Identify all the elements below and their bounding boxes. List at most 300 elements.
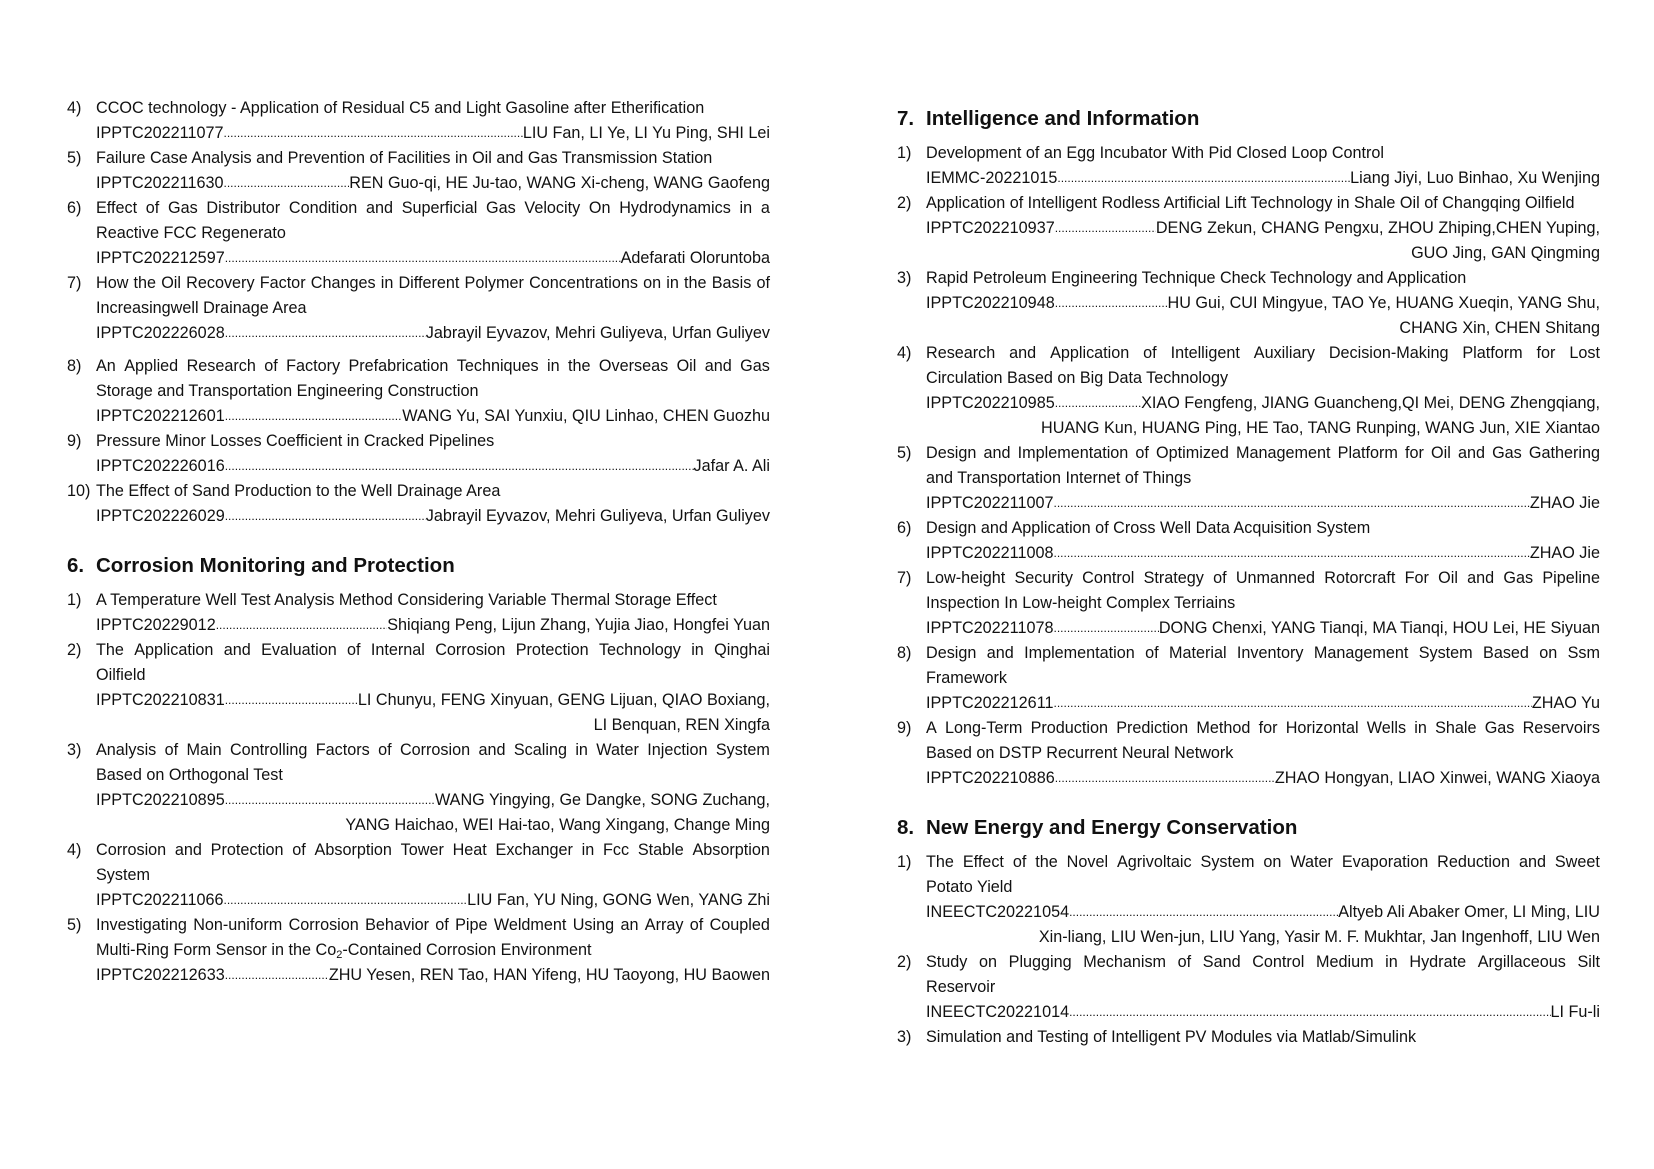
authors: XIAO Fengfeng, JIANG Guancheng,QI Mei, DENG Zhengqiang, bbox=[1141, 394, 1600, 412]
title-word: the bbox=[1035, 853, 1058, 871]
title-word: an bbox=[620, 916, 639, 934]
title-word: Platform bbox=[1337, 444, 1398, 462]
list-item bbox=[897, 641, 1600, 716]
title-word: Design bbox=[926, 444, 977, 462]
title-word: Array bbox=[644, 916, 684, 934]
authors: ZHAO Yu bbox=[1531, 694, 1600, 712]
title-word: Scaling bbox=[513, 741, 567, 759]
title-word: Oil bbox=[676, 357, 697, 375]
title-word: Method bbox=[1196, 719, 1251, 737]
title-word: Medium bbox=[1315, 953, 1374, 971]
reference-line bbox=[926, 291, 1600, 316]
title-word: Overseas bbox=[598, 357, 669, 375]
title-word: Factor bbox=[259, 274, 306, 292]
title-word: Polymer bbox=[464, 274, 524, 292]
entry-number: 7) bbox=[67, 274, 82, 292]
title-word: Condition bbox=[288, 199, 358, 217]
paper-code: INEECTC20221054 bbox=[926, 903, 1070, 921]
title-word: of bbox=[1012, 853, 1027, 871]
leader-dots bbox=[225, 511, 426, 521]
entry-body bbox=[96, 96, 770, 146]
entry-number: 1) bbox=[897, 853, 912, 871]
title-word: Different bbox=[398, 274, 460, 292]
authors-continued: GUO Jing, GAN Qingming bbox=[1411, 244, 1600, 262]
list-item bbox=[67, 738, 770, 838]
title-word: Main bbox=[186, 741, 222, 759]
title-word: For bbox=[1404, 569, 1429, 587]
title-word: Weldment bbox=[493, 916, 567, 934]
entry-number: 7) bbox=[897, 569, 912, 587]
entry-title: Oilfield bbox=[96, 666, 146, 684]
entry-title bbox=[926, 566, 1600, 591]
leader-dots bbox=[225, 795, 435, 805]
title-word: Corrosion bbox=[288, 916, 359, 934]
entry-number: 4) bbox=[67, 841, 82, 859]
entry-number: 2) bbox=[67, 641, 82, 659]
title-word: Changes bbox=[310, 274, 376, 292]
title-word: Prefabrication bbox=[348, 357, 449, 375]
title-word: Oil bbox=[161, 274, 182, 292]
reference-line bbox=[96, 171, 770, 196]
entry-body bbox=[926, 441, 1600, 516]
list-item bbox=[897, 141, 1600, 191]
authors: HU Gui, CUI Mingyue, TAO Ye, HUANG Xueqin, YANG Shu, bbox=[1167, 294, 1600, 312]
title-word: Behavior bbox=[365, 916, 429, 934]
title-word: on bbox=[1539, 644, 1558, 662]
reference-line bbox=[96, 613, 770, 638]
title-word: and bbox=[983, 444, 1011, 462]
leader-dots bbox=[1055, 298, 1168, 308]
entry-body bbox=[926, 266, 1600, 341]
title-word: and bbox=[223, 641, 251, 659]
title-word: Study bbox=[926, 953, 968, 971]
title-word: in bbox=[1385, 953, 1398, 971]
paper-code: IPPTC202210895 bbox=[96, 791, 225, 809]
title-word: Factory bbox=[286, 357, 341, 375]
title-word: and bbox=[986, 644, 1014, 662]
authors: ZHAO Hongyan, LIAO Xinwei, WANG Xiaoya bbox=[1274, 769, 1600, 787]
left-column bbox=[67, 96, 770, 988]
title-word: for bbox=[1536, 344, 1556, 362]
right-column bbox=[897, 106, 1600, 1050]
entry-title: Multi-Ring Form Sensor in the $Co_2$-Contained Corrosion Environment bbox=[96, 941, 592, 961]
title-word: On bbox=[588, 199, 611, 217]
entry-title bbox=[96, 638, 770, 663]
authors-continued: LI Benquan, REN Xingfa bbox=[593, 716, 770, 734]
title-word: Horizontal bbox=[1285, 719, 1359, 737]
paper-code: IPPTC202211008 bbox=[926, 544, 1054, 562]
reference-line bbox=[96, 788, 770, 813]
title-word: A bbox=[926, 719, 937, 737]
title-word: Corrosion bbox=[399, 741, 471, 759]
authors: Jabrayil Eyvazov, Mehri Guliyeva, Urfan Guliyev bbox=[425, 324, 770, 342]
title-word: Gas bbox=[1484, 719, 1515, 737]
paper-code: IPPTC202211007 bbox=[926, 494, 1054, 512]
list-item bbox=[897, 516, 1600, 566]
reference-line bbox=[926, 491, 1600, 516]
reference-line bbox=[96, 504, 770, 529]
entry-title: Simulation and Testing of Intelligent PV Modules via Matlab/Simulink bbox=[926, 1028, 1417, 1046]
title-word: Implementation bbox=[1017, 444, 1129, 462]
title-word: Injection bbox=[647, 741, 708, 759]
title-word: How bbox=[96, 274, 129, 292]
entry-title: Pressure Minor Losses Coefficient in Cracked Pipelines bbox=[96, 432, 495, 450]
paper-code: IPPTC202210937 bbox=[926, 219, 1055, 237]
title-word: on bbox=[1263, 853, 1282, 871]
authors: Altyeb Ali Abaker Omer, LI Ming, LIU bbox=[1338, 903, 1600, 921]
reference-line bbox=[926, 900, 1600, 925]
entry-title bbox=[926, 950, 1600, 975]
title-word: for bbox=[1405, 444, 1424, 462]
title-word: of bbox=[164, 741, 179, 759]
paper-code: IPPTC202210985 bbox=[926, 394, 1055, 412]
list-item bbox=[67, 196, 770, 271]
entry-title: A Temperature Well Test Analysis Method Considering Variable Thermal Storage Effect bbox=[96, 591, 717, 609]
title-word: Gas bbox=[1503, 569, 1534, 587]
title-word: Water bbox=[1290, 853, 1333, 871]
leader-dots bbox=[1069, 907, 1338, 917]
continued-entry-list bbox=[67, 96, 770, 529]
leader-dots bbox=[1057, 173, 1350, 183]
entry-body bbox=[926, 191, 1600, 266]
entry-title bbox=[96, 354, 770, 379]
leader-dots bbox=[225, 328, 426, 338]
entry-title bbox=[96, 271, 770, 296]
entry-body bbox=[96, 429, 770, 479]
entry-body bbox=[926, 1025, 1600, 1050]
entry-title bbox=[96, 913, 770, 938]
title-word: Concentrations bbox=[529, 274, 638, 292]
authors: Jafar A. Ali bbox=[693, 457, 770, 475]
entry-number: 9) bbox=[67, 432, 82, 450]
list-item bbox=[67, 638, 770, 738]
title-word: Velocity bbox=[524, 199, 581, 217]
title-word: Silt bbox=[1577, 953, 1600, 971]
authors: WANG Yingying, Ge Dangke, SONG Zuchang, bbox=[435, 791, 770, 809]
title-word: of bbox=[1143, 344, 1157, 362]
title-word: Optimized bbox=[1156, 444, 1229, 462]
paper-code: IPPTC20229012 bbox=[96, 616, 216, 634]
authors-continued: Xin-liang, LIU Wen-jun, LIU Yang, Yasir M. F. Mukhtar, Jan Ingenhoff, LIU Wen bbox=[1038, 928, 1600, 946]
title-word: Sweet bbox=[1554, 853, 1600, 871]
title-word: of bbox=[1135, 444, 1149, 462]
title-word: of bbox=[264, 357, 278, 375]
title-word: An bbox=[96, 357, 116, 375]
title-word: Application bbox=[134, 641, 214, 659]
title-word: Agrivoltaic bbox=[1116, 853, 1192, 871]
title-word: Oil bbox=[1431, 444, 1451, 462]
title-word: Material bbox=[1168, 644, 1227, 662]
list-item bbox=[897, 441, 1600, 516]
leader-dots bbox=[1055, 773, 1275, 783]
entry-body bbox=[926, 641, 1600, 716]
entry-number: 3) bbox=[897, 269, 912, 287]
title-word: Ssm bbox=[1567, 644, 1600, 662]
entry-number: 5) bbox=[67, 916, 82, 934]
title-word: Stable bbox=[637, 841, 684, 859]
title-word: in bbox=[739, 199, 753, 217]
title-word: Pipeline bbox=[1542, 569, 1600, 587]
entry-number: 3) bbox=[897, 1028, 912, 1046]
leader-dots bbox=[1054, 548, 1530, 558]
title-word: of bbox=[756, 274, 770, 292]
leader-dots bbox=[224, 128, 523, 138]
authors: DONG Chenxi, YANG Tianqi, MA Tianqi, HOU Lei, HE Siyuan bbox=[1158, 619, 1600, 637]
title-word: on bbox=[979, 953, 998, 971]
title-word: the bbox=[684, 274, 707, 292]
reference-line bbox=[926, 166, 1600, 191]
section-number: 7. bbox=[897, 107, 915, 130]
authors: Jabrayil Eyvazov, Mehri Guliyeva, Urfan Guliyev bbox=[425, 507, 770, 525]
title-word: Basis bbox=[711, 274, 752, 292]
authors: ZHU Yesen, REN Tao, HAN Yifeng, HU Taoyong, HU Baowen bbox=[328, 966, 770, 984]
paper-code: IPPTC202226029 bbox=[96, 507, 225, 525]
entry-body bbox=[96, 271, 770, 346]
title-word: and bbox=[1467, 569, 1495, 587]
section-6-heading bbox=[67, 553, 770, 579]
reference-line bbox=[96, 321, 770, 346]
title-word: Control bbox=[1252, 953, 1305, 971]
title-word: and bbox=[704, 357, 732, 375]
list-item bbox=[67, 271, 770, 346]
authors-continued: HUANG Kun, HUANG Ping, HE Tao, TANG Runping, WANG Jun, XIE Xiantao bbox=[1041, 419, 1600, 437]
entry-body bbox=[96, 638, 770, 738]
title-word: Prediction bbox=[1116, 719, 1189, 737]
entry-title bbox=[926, 850, 1600, 875]
title-word: Long-Term bbox=[945, 719, 1023, 737]
title-word: Exchanger bbox=[495, 841, 573, 859]
section-number: 8. bbox=[897, 816, 915, 839]
entry-body bbox=[926, 141, 1600, 191]
entry-number: 4) bbox=[67, 99, 82, 117]
section-8-heading bbox=[897, 815, 1600, 841]
title-word: Absorption bbox=[314, 841, 392, 859]
entry-title: Application of Intelligent Rodless Artificial Lift Technology in Shale Oil of Changqing Oilfield bbox=[926, 194, 1575, 212]
title-word: Hydrodynamics bbox=[619, 199, 731, 217]
entry-body bbox=[926, 716, 1600, 791]
paper-code: IPPTC202212601 bbox=[96, 407, 225, 425]
title-word: a bbox=[760, 199, 770, 217]
title-word: Investigating bbox=[96, 916, 187, 934]
title-word: The bbox=[96, 641, 124, 659]
entry-number: 9) bbox=[897, 719, 912, 737]
title-word: of bbox=[1213, 569, 1227, 587]
section-title: Corrosion Monitoring and Protection bbox=[96, 554, 455, 577]
authors: LI Chunyu, FENG Xinyuan, GENG Lijuan, QIAO Boxiang, bbox=[357, 691, 770, 709]
list-item bbox=[67, 838, 770, 913]
leader-dots bbox=[225, 461, 694, 471]
list-item bbox=[67, 96, 770, 146]
entry-title: Based on Orthogonal Test bbox=[96, 766, 283, 784]
title-word: of bbox=[1145, 644, 1159, 662]
reference-line bbox=[96, 688, 770, 713]
list-item bbox=[67, 429, 770, 479]
title-word: Oil bbox=[1438, 569, 1458, 587]
authors: LIU Fan, YU Ning, GONG Wen, YANG Zhi bbox=[467, 891, 770, 909]
title-word: Applied bbox=[124, 357, 179, 375]
entry-number: 2) bbox=[897, 953, 912, 971]
entry-number: 8) bbox=[67, 357, 82, 375]
section-8-entry-list bbox=[897, 850, 1600, 1050]
reference-line bbox=[96, 454, 770, 479]
entry-number: 6) bbox=[897, 519, 912, 537]
leader-dots bbox=[1054, 498, 1530, 508]
paper-code: IPPTC202211630 bbox=[96, 174, 224, 192]
title-word: Hydrate bbox=[1409, 953, 1467, 971]
leader-dots bbox=[224, 895, 468, 905]
entry-title: CCOC technology - Application of Residual C5 and Light Gasoline after Etherification bbox=[96, 99, 705, 117]
entry-body bbox=[926, 566, 1600, 641]
title-word: Control bbox=[1082, 569, 1135, 587]
entry-title: Based on DSTP Recurrent Neural Network bbox=[926, 744, 1234, 762]
entry-number: 8) bbox=[897, 644, 912, 662]
list-item bbox=[897, 341, 1600, 441]
section-number: 6. bbox=[67, 554, 85, 577]
reference-line bbox=[96, 963, 770, 988]
title-word: Water bbox=[596, 741, 639, 759]
paper-code: IPPTC202212611 bbox=[926, 694, 1054, 712]
list-item bbox=[897, 266, 1600, 341]
authors: ZHAO Jie bbox=[1529, 544, 1600, 562]
paper-code: IPPTC202210886 bbox=[926, 769, 1055, 787]
entry-title: System bbox=[96, 866, 150, 884]
entry-title bbox=[96, 738, 770, 763]
entry-number: 3) bbox=[67, 741, 82, 759]
entry-number: 5) bbox=[67, 149, 82, 167]
entry-number: 2) bbox=[897, 194, 912, 212]
reference-line bbox=[926, 691, 1600, 716]
entry-body bbox=[96, 196, 770, 271]
title-word: Evaporation bbox=[1341, 853, 1429, 871]
entry-body bbox=[96, 354, 770, 429]
title-word: of bbox=[378, 741, 392, 759]
entry-title: Design and Application of Cross Well Data Acquisition System bbox=[926, 519, 1371, 537]
title-word: in bbox=[666, 274, 679, 292]
entry-title: The Effect of Sand Production to the Well Drainage Area bbox=[96, 482, 501, 500]
title-word: Recovery bbox=[186, 274, 255, 292]
title-word: Production bbox=[1030, 719, 1108, 737]
reference-line bbox=[96, 246, 770, 271]
title-word: Pipe bbox=[455, 916, 488, 934]
authors: Liang Jiyi, Luo Binhao, Xu Wenjing bbox=[1350, 169, 1600, 187]
title-word: Low-height bbox=[926, 569, 1006, 587]
title-word: Design bbox=[926, 644, 977, 662]
title-word: of bbox=[689, 916, 704, 934]
authors: LIU Fan, LI Ye, LI Yu Ping, SHI Lei bbox=[522, 124, 770, 142]
title-word: Protection bbox=[210, 841, 284, 859]
entry-title bbox=[926, 341, 1600, 366]
entry-body bbox=[926, 516, 1600, 566]
authors: Shiqiang Peng, Lijun Zhang, Yujia Jiao, Hongfei Yuan bbox=[387, 616, 770, 634]
entry-title: Framework bbox=[926, 669, 1007, 687]
paper-code: IPPTC202211078 bbox=[926, 619, 1054, 637]
entry-title bbox=[96, 196, 770, 221]
list-item bbox=[897, 191, 1600, 266]
list-item bbox=[897, 566, 1600, 641]
section-title: New Energy and Energy Conservation bbox=[926, 816, 1298, 839]
title-word: Gas bbox=[1492, 444, 1522, 462]
entry-number: 4) bbox=[897, 344, 912, 362]
title-word: Wells bbox=[1366, 719, 1407, 737]
leader-dots bbox=[216, 620, 387, 630]
list-item bbox=[67, 588, 770, 638]
title-word: Techniques bbox=[456, 357, 539, 375]
title-word: of bbox=[1177, 953, 1192, 971]
list-item bbox=[67, 913, 770, 988]
title-word: in bbox=[691, 641, 704, 659]
entry-title: Reservoir bbox=[926, 978, 996, 996]
entry-number: 5) bbox=[897, 444, 912, 462]
reference-line bbox=[926, 541, 1600, 566]
title-word: Lost bbox=[1569, 344, 1600, 362]
title-word: Coupled bbox=[709, 916, 770, 934]
title-word: of bbox=[435, 916, 449, 934]
title-word: The bbox=[926, 853, 954, 871]
title-word: of bbox=[145, 199, 160, 217]
title-word: Reservoirs bbox=[1522, 719, 1600, 737]
entry-title: Rapid Petroleum Engineering Technique Check Technology and Application bbox=[926, 269, 1467, 287]
entry-number: 10) bbox=[67, 482, 91, 500]
title-word: Effect bbox=[96, 199, 138, 217]
authors: DENG Zekun, CHANG Pengxu, ZHOU Zhiping,CHEN Yuping, bbox=[1155, 219, 1600, 237]
title-word: Heat bbox=[452, 841, 487, 859]
leader-dots bbox=[1055, 223, 1156, 233]
entry-title: Inspection In Low-height Complex Terriains bbox=[926, 594, 1236, 612]
entry-body bbox=[96, 479, 770, 529]
title-word: Novel bbox=[1066, 853, 1109, 871]
title-word: of bbox=[292, 841, 306, 859]
entry-body bbox=[926, 850, 1600, 950]
paper-code: IPPTC202210948 bbox=[926, 294, 1055, 312]
title-word: Using bbox=[572, 916, 615, 934]
title-word: Shale bbox=[1435, 719, 1477, 737]
title-word: in bbox=[380, 274, 394, 292]
title-word: Effect bbox=[962, 853, 1004, 871]
title-word: System bbox=[1418, 644, 1473, 662]
title-word: Research bbox=[186, 357, 256, 375]
section-7-heading bbox=[897, 106, 1600, 132]
title-word: Gathering bbox=[1528, 444, 1600, 462]
entry-title: and Transportation Internet of Things bbox=[926, 469, 1192, 487]
title-word: in bbox=[581, 841, 595, 859]
paper-code: IPPTC202211077 bbox=[96, 124, 224, 142]
title-word: the bbox=[568, 357, 591, 375]
authors-continued: YANG Haichao, WEI Hai-tao, Wang Xingang, Change Ming bbox=[345, 816, 770, 834]
title-word: Gas bbox=[486, 199, 516, 217]
title-word: System bbox=[1200, 853, 1255, 871]
title-word: Gas bbox=[168, 199, 198, 217]
authors: REN Guo-qi, HE Ju-tao, WANG Xi-cheng, WANG Gaofeng bbox=[349, 174, 770, 192]
leader-dots bbox=[1054, 623, 1159, 633]
authors: LI Fu-li bbox=[1550, 1003, 1600, 1021]
paper-code: IPPTC202211066 bbox=[96, 891, 224, 909]
title-word: Security bbox=[1014, 569, 1073, 587]
leader-dots bbox=[225, 695, 358, 705]
entry-title: Failure Case Analysis and Prevention of Facilities in Oil and Gas Transmission Station bbox=[96, 149, 713, 167]
entry-body bbox=[926, 950, 1600, 1025]
reference-line bbox=[96, 404, 770, 429]
reference-line bbox=[926, 216, 1600, 241]
entry-title bbox=[96, 838, 770, 863]
leader-dots bbox=[1055, 398, 1141, 408]
title-word: in bbox=[575, 741, 588, 759]
leader-dots bbox=[225, 253, 621, 263]
entry-number: 1) bbox=[67, 591, 82, 609]
paper-code: IPPTC202212633 bbox=[96, 966, 225, 984]
title-word: Controlling bbox=[229, 741, 308, 759]
leader-dots bbox=[224, 178, 350, 188]
leader-dots bbox=[1069, 1007, 1550, 1017]
